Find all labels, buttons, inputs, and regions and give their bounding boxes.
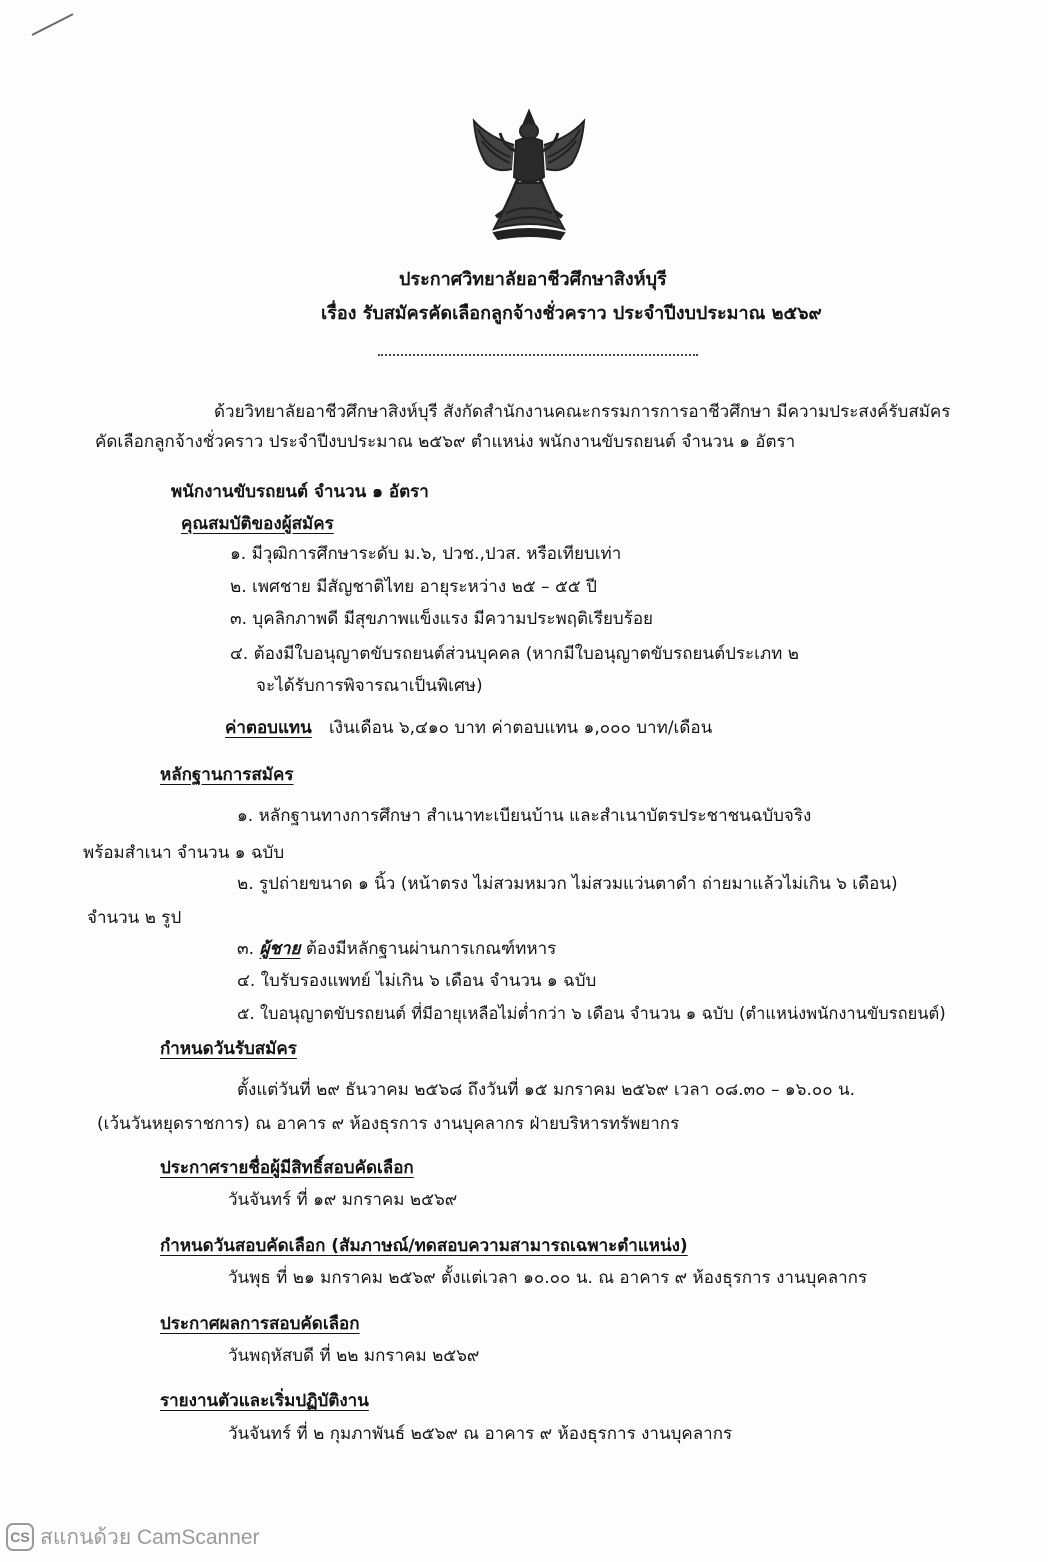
application-period-line-2: (เว้นวันหยุดราชการ) ณ อาคาร ๙ ห้องธุรการ งานบุคลากร ฝ่ายบริหารทรัพยากร	[97, 1114, 680, 1134]
evidence-item-3-prefix: ๓.	[237, 939, 260, 959]
evidence-item-2: ๒. รูปถ่ายขนาด ๑ นิ้ว (หน้าตรง ไม่สวมหมวก ไม่สวมแว่นตาดำ ถ่ายมาแล้วไม่เกิน ๖ เดือน)	[237, 874, 898, 894]
qualification-item: ๔. ต้องมีใบอนุญาตขับรถยนต์ส่วนบุคคล (หากมีใบอนุญาตขับรถยนต์ประเภท ๒	[230, 644, 800, 664]
qualification-item-continued: จะได้รับการพิจารณาเป็นพิเศษ)	[256, 676, 483, 696]
qualification-item: ๒. เพศชาย มีสัญชาติไทย อายุระหว่าง ๒๕ – ๕๕ ปี	[230, 577, 597, 597]
evidence-item-4: ๔. ใบรับรองแพทย์ ไม่เกิน ๖ เดือน จำนวน ๑ ฉบับ	[237, 971, 597, 991]
announcement-title: ประกาศวิทยาลัยอาชีวศึกษาสิงห์บุรี	[399, 269, 667, 290]
camscanner-watermark	[6, 1522, 260, 1552]
evidence-heading: หลักฐานการสมัคร	[160, 765, 294, 785]
compensation-label: ค่าตอบแทน	[225, 718, 312, 738]
qualification-item: ๓. บุคลิกภาพดี มีสุขภาพแข็งแรง มีความประพฤติเรียบร้อย	[230, 609, 653, 629]
camscanner-label: สแกนด้วย CamScanner	[40, 1525, 260, 1549]
evidence-item-5: ๕. ใบอนุญาตขับรถยนต์ ที่มีอายุเหลือไม่ต่ำกว่า ๖ เดือน จำนวน ๑ ฉบับ (ตำแหน่งพนักงานขับรถยนต์)	[237, 1004, 946, 1023]
pen-mark	[32, 13, 74, 36]
evidence-item-3-emphasis: ผู้ชาย	[259, 939, 301, 959]
results-date: วันพฤหัสบดี ที่ ๒๒ มกราคม ๒๕๖๙	[228, 1346, 480, 1366]
position-title: พนักงานขับรถยนต์ จำนวน ๑ อัตรา	[171, 482, 429, 502]
eligible-announcement-heading: ประกาศรายชื่อผู้มีสิทธิ์สอบคัดเลือก	[160, 1158, 414, 1178]
garuda-emblem-icon	[466, 107, 592, 242]
exam-date-heading: กำหนดวันสอบคัดเลือก (สัมภาษณ์/ทดสอบความสามารถเฉพาะตำแหน่ง)	[160, 1236, 688, 1256]
results-heading: ประกาศผลการสอบคัดเลือก	[160, 1314, 360, 1334]
evidence-item-3	[237, 938, 556, 960]
camscanner-logo-icon: CS	[6, 1523, 34, 1551]
report-heading: รายงานตัวและเริ่มปฏิบัติงาน	[160, 1391, 369, 1411]
intro-line-1: ด้วยวิทยาลัยอาชีวศึกษาสิงห์บุรี สังกัดสำนักงานคณะกรรมการการอาชีวศึกษา มีความประสงค์รับสมัคร	[214, 402, 951, 422]
evidence-item-3-text: ต้องมีหลักฐานผ่านการเกณฑ์ทหาร	[300, 939, 557, 959]
application-period-heading: กำหนดวันรับสมัคร	[160, 1039, 297, 1059]
intro-line-2: คัดเลือกลูกจ้างชั่วคราว ประจำปีงบประมาณ ๒๕๖๙ ตำแหน่ง พนักงานขับรถยนต์ จำนวน ๑ อัตรา	[95, 432, 796, 452]
evidence-item-1-continued: พร้อมสำเนา จำนวน ๑ ฉบับ	[83, 843, 285, 863]
qualification-item: ๑. มีวุฒิการศึกษาระดับ ม.๖, ปวช.,ปวส. หรือเทียบเท่า	[230, 544, 622, 564]
qualifications-heading: คุณสมบัติของผู้สมัคร	[181, 514, 334, 534]
announcement-subject: เรื่อง รับสมัครคัดเลือกลูกจ้างชั่วคราว ประจำปีงบประมาณ ๒๕๖๙	[321, 303, 822, 324]
exam-date-text: วันพุธ ที่ ๒๑ มกราคม ๒๕๖๙ ตั้งแต่เวลา ๑๐.๐๐ น. ณ อาคาร ๙ ห้องธุรการ งานบุคลากร	[228, 1268, 868, 1288]
report-text: วันจันทร์ ที่ ๒ กุมภาพันธ์ ๒๕๖๙ ณ อาคาร ๙ ห้องธุรการ งานบุคลากร	[228, 1424, 733, 1444]
compensation-text: เงินเดือน ๖,๔๑๐ บาท ค่าตอบแทน ๑,๐๐๐ บาท/เดือน	[329, 718, 713, 738]
evidence-item-1: ๑. หลักฐานทางการศึกษา สำเนาทะเบียนบ้าน และสำเนาบัตรประชาชนฉบับจริง	[237, 806, 812, 826]
evidence-item-2-continued: จำนวน ๒ รูป	[87, 908, 182, 928]
application-period-line-1: ตั้งแต่วันที่ ๒๙ ธันวาคม ๒๕๖๘ ถึงวันที่ ๑๕ มกราคม ๒๕๖๙ เวลา ๐๘.๓๐ – ๑๖.๐๐ น.	[237, 1080, 856, 1100]
eligible-announcement-date: วันจันทร์ ที่ ๑๙ มกราคม ๒๕๖๙	[228, 1190, 458, 1210]
dotted-divider	[378, 354, 698, 356]
